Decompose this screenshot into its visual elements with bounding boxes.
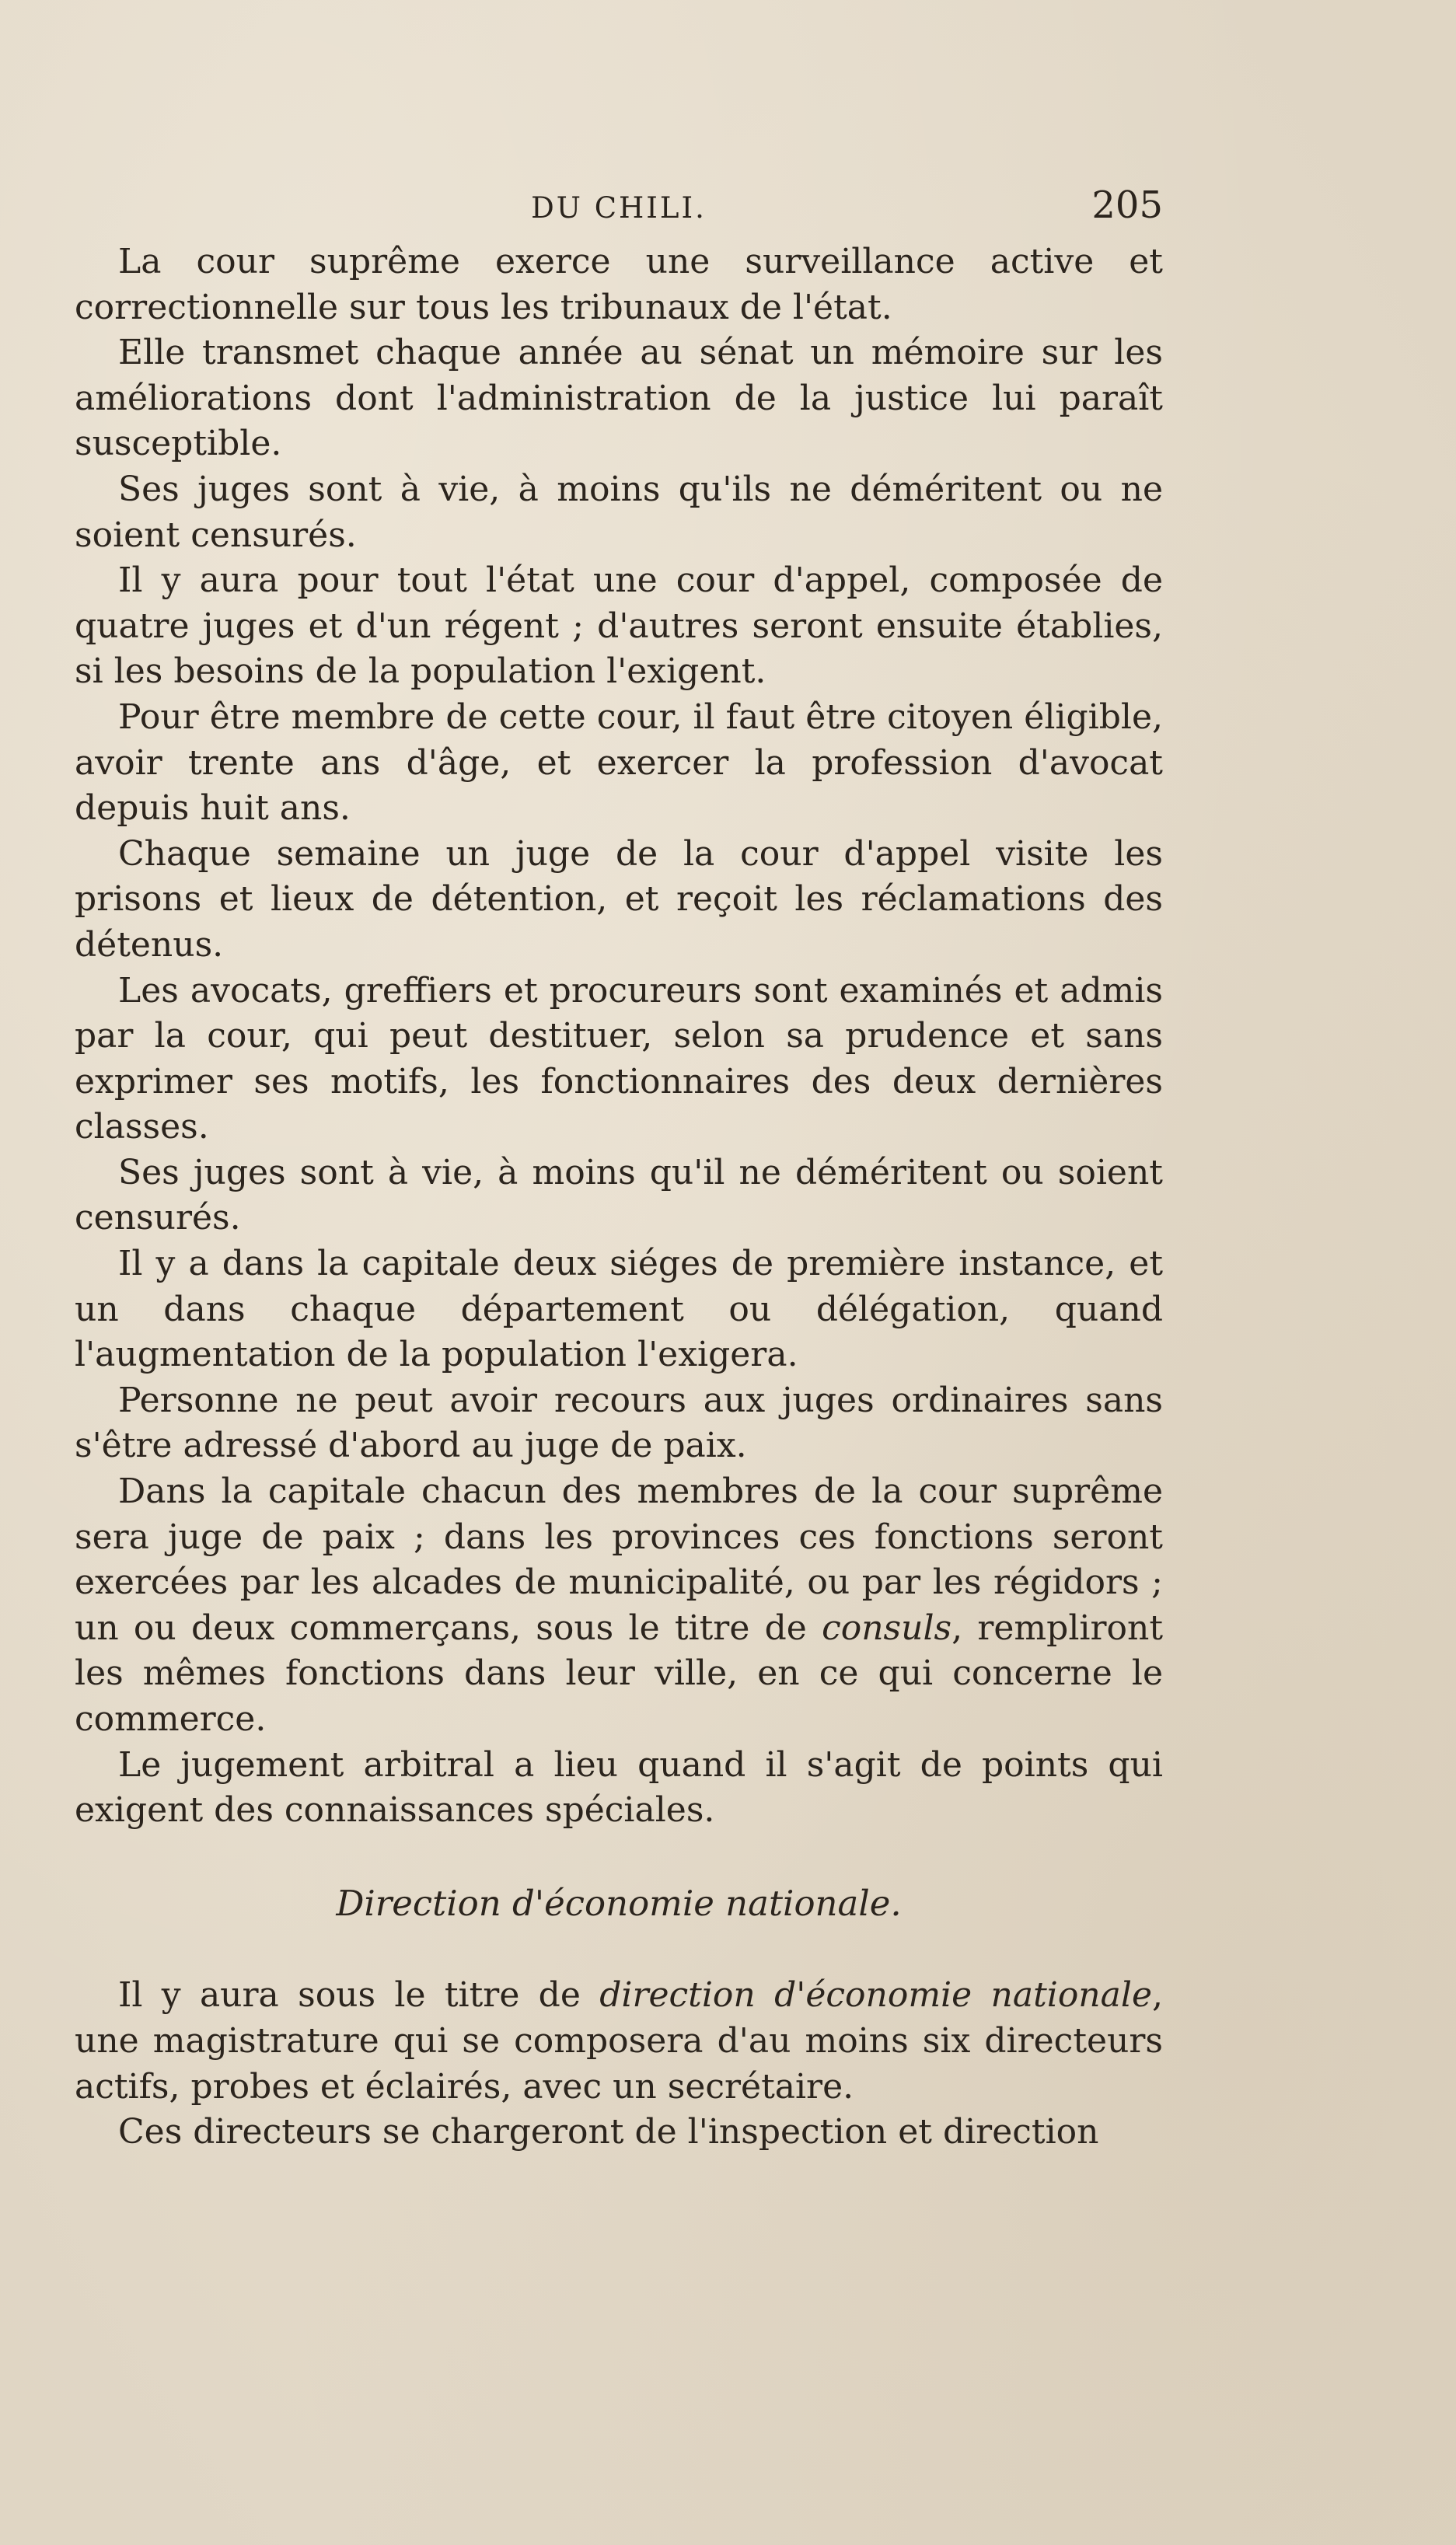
page-body: [75, 239, 1163, 2156]
running-title: DU CHILI.: [531, 191, 707, 225]
paragraph: Les avocats, greffiers et procureurs sont examinés et admis par la cour, qui peut destituer, selon sa prudence et sans exprimer ses motifs, les fonctionnaires des deux dernières classes.: [75, 970, 1163, 1147]
italic-term: consuls: [822, 1608, 952, 1648]
paragraph: Chaque semaine un juge de la cour d'appel visite les prisons et lieux de détention, et reçoit les réclamations des détenus.: [75, 833, 1163, 965]
page-header: [75, 183, 1163, 230]
paragraph: Le jugement arbitral a lieu quand il s'agit de points qui exigent des connaissances spéciales.: [75, 1744, 1163, 1831]
paragraph: Elle transmet chaque année au sénat un mémoire sur les améliorations dont l'administration de la justice lui paraît susceptible.: [75, 333, 1163, 464]
paragraph: Il y a dans la capitale deux siéges de première instance, et un dans chaque département ou délégation, quand l'augmentation de la population l'exigera.: [75, 1244, 1163, 1375]
italic-term: direction d'économie nationale: [599, 1975, 1152, 2016]
paragraph: Il y aura pour tout l'état une cour d'appel, composée de quatre juges et d'un régent ; d'autres seront ensuite établies, si les besoins de la population l'exigent.: [75, 560, 1163, 692]
paragraph-text: Il y aura sous le titre de: [118, 1975, 600, 2016]
paragraph: Ses juges sont à vie, à moins qu'il ne déméritent ou soient censurés.: [75, 1152, 1163, 1238]
paragraph-text: , rempliront les mêmes fonctions dans leur ville, en ce qui concerne le commerce.: [75, 1608, 1164, 1739]
paragraph: Ces directeurs se chargeront de l'inspection et direction: [118, 2112, 1099, 2152]
section-title: Direction d'économie nationale.: [336, 1882, 902, 1924]
paragraph: Ses juges sont à vie, à moins qu'ils ne déméritent ou ne soient censurés.: [75, 469, 1163, 555]
paragraph: Personne ne peut avoir recours aux juges ordinaires sans s'être adressé d'abord au juge de paix.: [75, 1380, 1163, 1466]
paragraph-consuls: [75, 1469, 1163, 1743]
paragraph-text: , une magistrature qui se composera d'au moins six directeurs actifs, probes et éclairés, avec un secrétaire.: [75, 1975, 1163, 2107]
paragraph: Pour être membre de cette cour, il faut être citoyen éligible, avoir trente ans d'âge, et exercer la profession d'avocat depuis huit ans.: [75, 696, 1163, 829]
paragraph: La cour suprême exerce une surveillance active et correctionnelle sur tous les tribunaux de l'état.: [75, 242, 1163, 327]
paragraph-text: Dans la capitale chacun des membres de la cour suprême sera juge de paix ; dans les provinces ces fonctions seront exercées par les alcades de municipalité, ou par les régidors ; un ou deux commerçans, sous le titre de: [75, 1471, 1163, 1648]
page-number: 205: [1091, 183, 1163, 227]
paragraph-direction: [75, 1973, 1163, 2110]
